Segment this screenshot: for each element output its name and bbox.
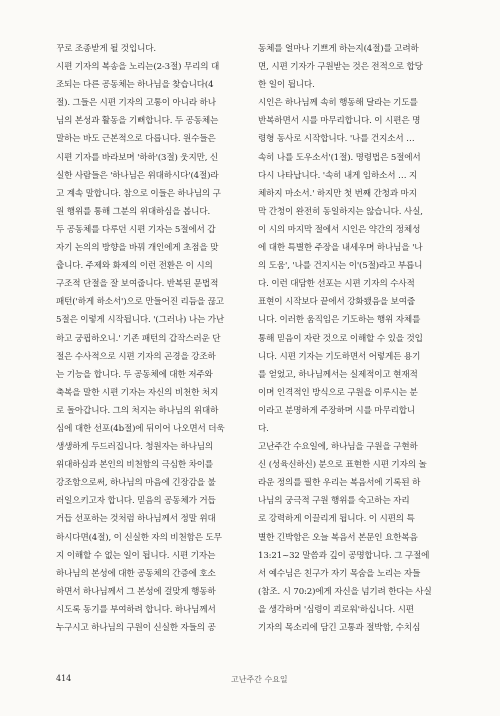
text-line: 동체를 얼마나 기쁘게 하는지(4절)를 고려하 (258, 44, 419, 54)
text-line: 별한 긴박함은 오늘 복음서 본문인 요한복음 (258, 532, 418, 543)
text-line: 를 얻었고, 하나님께서는 실제적이고 현재적 (258, 369, 418, 380)
text-line: 막 간청이 완전히 동일하지는 않습니다. 사실, (258, 206, 423, 217)
text-line: 신 (성육신하신) 분으로 표현한 시편 기자의 놀 (258, 460, 427, 471)
text-line: 절). 그들은 시편 기자의 고통이 아니라 하나 (56, 98, 216, 109)
text-line: 령형 동사로 시작합니다. '나를 건지소서 … (258, 134, 415, 145)
text-line: 의 도움', '나를 건지시는 이'(5절)라고 부릅니 (258, 261, 423, 272)
text-line: 로 돌아갑니다. 그의 처지는 하나님의 위대하 (56, 405, 219, 416)
text-line: 기자의 목소리에 담긴 고통과 절박함, 수치심 (258, 623, 421, 633)
text-line: 하나님의 본성에 대한 공동체의 간증에 호소 (56, 568, 216, 579)
text-line: 하고 궁핍하오니.' 기존 패턴의 갑작스러운 단 (56, 333, 221, 344)
text-line: 을 생각하며 '심령이 괴로워'하십니다. 시편 (258, 604, 414, 615)
text-line: 속히 나를 도우소서'(1절). 명령법은 5절에서 (258, 152, 421, 163)
text-line: 강조함으로써, 하나님의 마음에 긴장감을 불 (56, 478, 216, 489)
text-line: (참조. 시 70:2)에게 자신을 넘기려 한다는 사실 (258, 586, 432, 597)
page-footer (56, 674, 452, 688)
text-line: 라운 정의를 필한 우리는 복음서에 기록된 하 (258, 478, 421, 489)
text-line: 위대하심과 본인의 비천함의 극심한 차이를 (56, 460, 214, 471)
running-title: 고난주간 수요일 (231, 675, 288, 684)
text-line: 누구시고 하나님의 구원이 신실한 자들의 공 (56, 623, 216, 633)
text-line: 나님의 궁극적 구원 행위를 숙고하는 자리 (258, 496, 410, 507)
text-line: 고난주간 수요일에, 하나님을 구원을 구현하 (258, 442, 418, 453)
text-line: 꾸로 조종받게 될 것입니다. (56, 44, 156, 54)
text-line: 하시다면(4절), 이 신실한 자의 비천함은 도무 (56, 532, 222, 543)
text-line: 생생하게 두드러집니다. 청원자는 하나님의 (56, 442, 214, 453)
text-line: 한 일이 됩니다. (258, 80, 315, 91)
text-line: 체하지 마소서.' 하지만 첫 번째 간청과 마지 (258, 188, 417, 199)
text-line: 5절은 이렇게 시작됩니다. '(그러나) 나는 가난 (56, 315, 225, 326)
text-line: 다시 나타납니다. '속히 내게 임하소서 … 지 (258, 170, 418, 181)
text-line: 춥니다. 주제와 화제의 이런 전환은 이 시의 (56, 261, 213, 272)
text-line: 는 기능을 합니다. 두 공동체에 대한 저주와 (56, 369, 213, 380)
text-line: 반복하면서 시를 마무리합니다. 이 시편은 명 (258, 116, 421, 127)
page-number: 414 (56, 674, 72, 683)
text-line: 조되는 다른 공동체는 하나님을 찾습니다(4 (56, 80, 214, 91)
right-text-column (258, 40, 462, 637)
left-text-column (56, 40, 260, 637)
text-line: 이라고 분명하게 주장하며 시를 마무리합니 (258, 405, 416, 416)
text-line: 이 시의 마지막 절에서 시인은 약간의 정체성 (258, 224, 421, 235)
text-line: 이며 인격적인 방식으로 구원을 이루시는 분 (258, 387, 418, 398)
text-line: 지 이해할 수 없는 일이 됩니다. 시편 기자는 (56, 550, 216, 561)
text-line: 시인은 하나님께 속히 행동해 달라는 기도를 (258, 98, 418, 109)
text-line: 자기 논의의 방향을 바꿔 개인에게 초점을 맞 (56, 243, 219, 254)
text-line: 실한 사람들은 '하나님은 위대하시다'(4절)라 (56, 170, 219, 181)
text-line: 다. (258, 423, 269, 434)
text-line: 절은 수사적으로 시편 기자의 곤경을 강조하 (56, 351, 216, 362)
text-line: 님의 본성과 활동을 기뻐합니다. 두 공동체는 (56, 116, 219, 127)
text-line: 원 행위를 통해 그분의 위대하심을 봅니다. (56, 206, 211, 217)
text-line: 심에 대한 선포(4b절)에 뒤이어 나오면서 더욱 (56, 423, 225, 434)
text-line: 두 공동체를 다루던 시편 기자는 5절에서 갑 (56, 224, 216, 235)
text-line: 통해 믿음이 자란 것으로 이해할 수 있을 것입 (258, 333, 423, 344)
text-line: 에 대한 특별한 주장을 내세우며 하나님을 '나 (258, 243, 423, 254)
text-line: 축복을 말한 시편 기자는 자신의 비천한 처지 (56, 387, 219, 398)
text-line: 말하는 바도 근본적으로 다릅니다. 원수들은 (56, 134, 216, 145)
text-line: 시편 기자를 바라보며 '하하'(3절) 웃지만, 신 (56, 152, 219, 163)
text-line: 13:21~32 말씀과 깊이 공명합니다. 그 구절에 (258, 550, 430, 561)
text-line: 로 강력하게 이끌리게 됩니다. 이 시편의 특 (258, 514, 415, 525)
text-line: 니다. 시편 기자는 기도하면서 어렇게든 용기 (258, 351, 421, 362)
text-line: 시편 기자의 복송을 노리는(2-3절) 무리의 대 (56, 62, 220, 73)
text-line: 표현이 시작보다 끝에서 강화됐음을 보여줍 (258, 297, 416, 308)
text-line: 구조적 단절을 잘 보여줍니다. 반복된 문법적 (56, 279, 219, 290)
text-line: 패턴('하게 하소서')으로 만들어진 리듬을 끊고 (56, 297, 224, 308)
text-line: 니다. 이러한 움직임은 기도하는 행위 자체를 (258, 315, 421, 326)
text-line: 고 계속 말합니다. 참으로 이들은 하나님의 구 (56, 188, 221, 199)
text-line: 서 예수님은 친구가 자기 목숨을 노리는 자들 (258, 568, 421, 579)
text-line: 면, 시편 기자가 구원받는 것은 전적으로 합당 (258, 62, 423, 73)
text-line: 러일으키고자 합니다. 믿음의 공동체가 거듭 (56, 496, 216, 507)
text-line: 다. 이런 대담한 선포는 시편 기자의 수사적 (258, 279, 415, 290)
text-line: 거듭 선포하는 것처럼 하나님께서 정말 위대 (56, 514, 216, 525)
text-line: 시도록 동기를 부여하려 합니다. 하나님께서 (56, 604, 216, 615)
text-line: 하면서 하나님께서 그 본성에 걸맞게 행동하 (56, 586, 216, 597)
